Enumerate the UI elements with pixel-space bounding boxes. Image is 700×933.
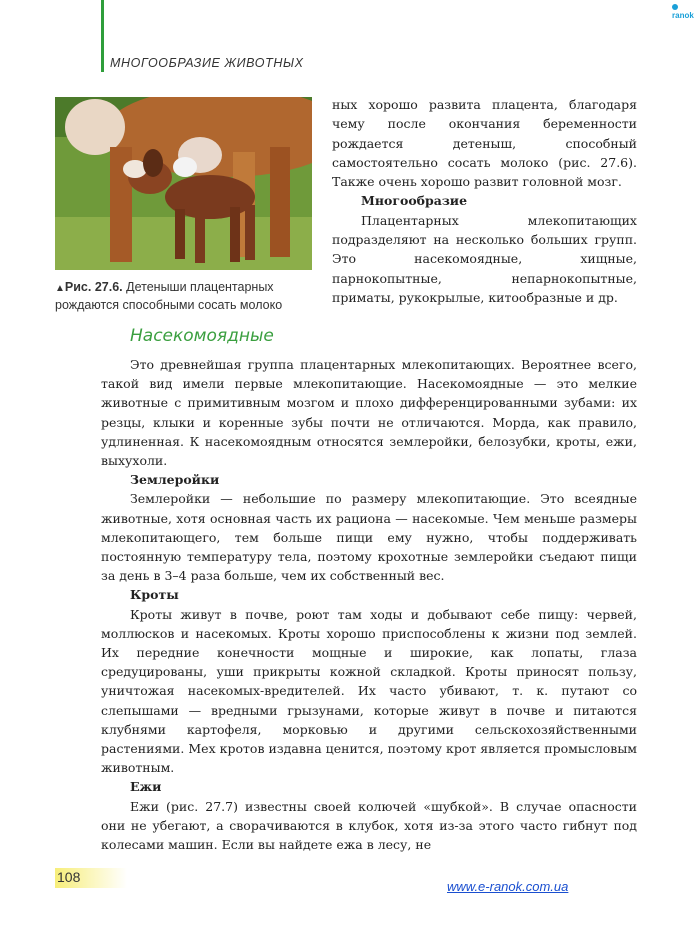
section-intro: Это древнейшая группа плацентарных млекопитающих. Вероятнее всего, такой вид имели первые млекопитающие. Насекомоядные — это мелкие животные с примитивным мозгом и плохо дифференцированными зубами: их резцы, клыки и коренные зубы почти не отличаются. Морда, как правило, удлиненная. К насекомоядным относятся землеройки, белозубки, кроты, ежи, выхухоли. [101,357,637,469]
goats-photo-illustration [55,97,312,270]
figure-caption-text: Детеныши плацентарных рождаются способными сосать молоко [55,280,283,312]
publisher-logo [672,2,700,20]
right-paragraph-2: Плацентарных млекопитающих подразделяют на несколько больших групп. Это насекомоядные, хищные, парнокопытные, непарнокопытные, приматы, рукокрылые, китообразные и др. [332,212,637,305]
paragraph-moles: Кроты живут в почве, роют там ходы и добывают себе пищу: червей, моллюсков и насекомых. Кроты хорошо приспособлены к жизни под землей. Их передние конечности мощные и широкие, как лопаты, глаза средуцированы, уши прикрыты кожной складкой. Кроты приносят пользу, уничтожая насекомых-вредителей. Их часто убивают, т. к. путают со слепышами — вредными грызунами, которые живут в почве и питаются клубнями картофеля, морковью и другими сельскохозяйственными растениями. Мех кротов издавна ценится, поэтому крот является промысловым животным. [101,606,637,776]
triangle-marker-icon: ▲ [55,283,65,294]
paragraph-hedgehogs: Ежи (рис. 27.7) известны своей колючей «шубкой». В случае опасности они не убегают, а сворачиваются в клубок, хотя из-за этого часто гибнут под колесами машин. Если вы найдете ежа в лесу, не [101,798,637,853]
main-column [101,355,637,854]
figure-caption [55,279,320,313]
publisher-website-link[interactable]: www.e-ranok.com.ua [447,879,569,894]
page-number: 108 [57,869,81,885]
running-header: МНОГООБРАЗИЕ ЖИВОТНЫХ [110,56,304,70]
logo-icon [672,4,678,10]
right-paragraph-1: ных хорошо развита плацента, благодаря чему после окончания беременности рождается детеныш, способный самостоятельно сосать молоко (рис. 27.6). Также очень хорошо развит головной мозг. [332,97,637,190]
subheading-hedgehogs: Ежи [130,779,162,795]
logo-text: ranok [672,11,694,20]
figure-label: Рис. 27.6. [64,280,123,294]
right-column [332,95,637,307]
paragraph-shrews: Землеройки — небольшие по размеру млекопитающие. Это всеядные животные, хотя основная часть их рациона — насекомые. Чем меньше размеры млекопитающего, тем больше пищи ему нужно, чтобы поддерживать постоянную температуру тела, поэтому крохотные землеройки съедают пищи за день в 3–4 раза больше, чем их собственный вес. [101,491,637,584]
figure-photo [55,97,312,270]
section-heading: Насекомоядные [130,326,274,346]
subheading-moles: Кроты [130,587,179,603]
subheading-diversity: Многообразие [361,193,468,209]
header-accent-bar [101,0,104,72]
subheading-shrews: Землеройки [130,472,220,488]
